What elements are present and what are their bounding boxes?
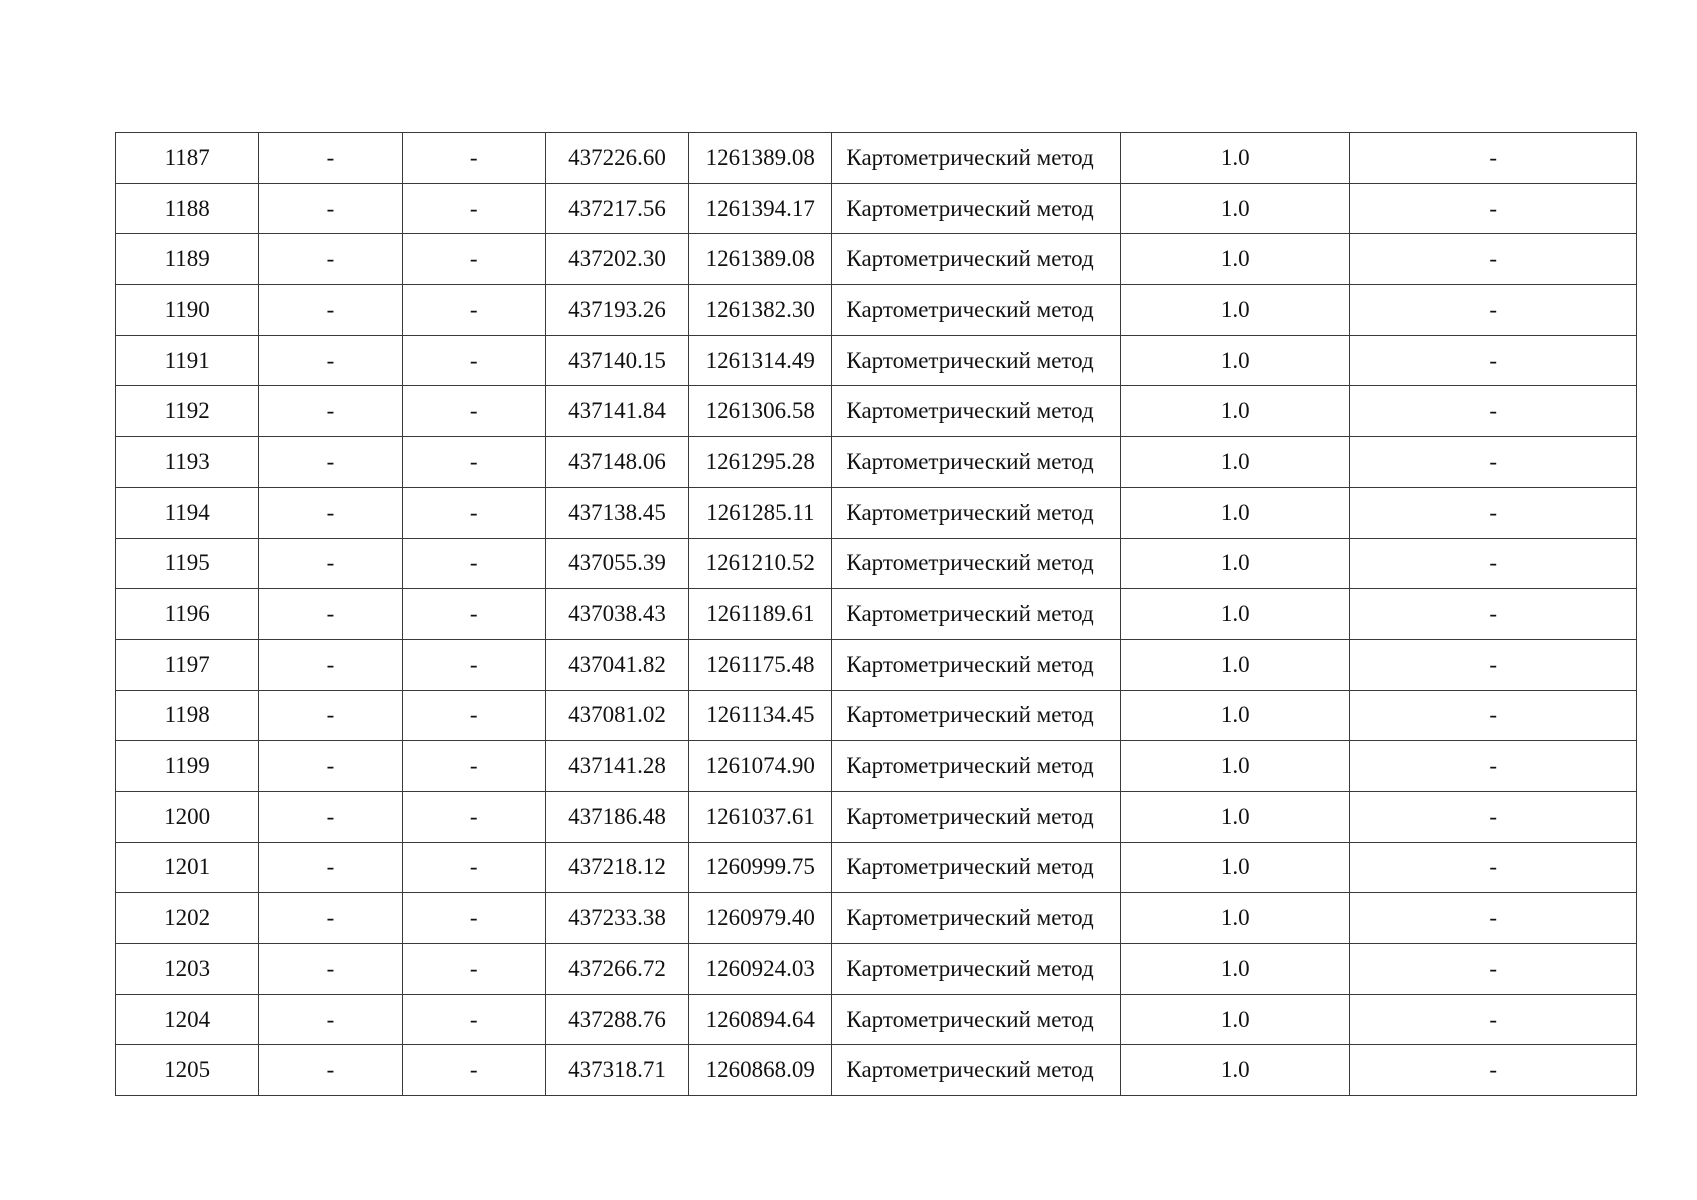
x-coordinate-cell: 437141.28 — [545, 741, 688, 792]
y-coordinate-cell: 1261389.08 — [689, 234, 832, 285]
x-coordinate-cell: 437140.15 — [545, 335, 688, 386]
empty-cell: - — [259, 690, 402, 741]
x-coordinate-cell: 437055.39 — [545, 538, 688, 589]
empty-cell: - — [402, 234, 545, 285]
accuracy-cell: 1.0 — [1120, 133, 1349, 184]
table-body — [116, 133, 1637, 1096]
empty-cell: - — [259, 538, 402, 589]
empty-cell: - — [402, 639, 545, 690]
table-row — [116, 386, 1637, 437]
x-coordinate-cell: 437186.48 — [545, 791, 688, 842]
x-coordinate-cell: 437193.26 — [545, 285, 688, 336]
method-cell: Картометрический метод — [832, 639, 1121, 690]
method-cell: Картометрический метод — [832, 944, 1121, 995]
accuracy-cell: 1.0 — [1120, 285, 1349, 336]
point-number-cell: 1202 — [116, 893, 259, 944]
x-coordinate-cell: 437217.56 — [545, 183, 688, 234]
x-coordinate-cell: 437218.12 — [545, 842, 688, 893]
y-coordinate-cell: 1261210.52 — [689, 538, 832, 589]
accuracy-cell: 1.0 — [1120, 893, 1349, 944]
note-cell: - — [1350, 285, 1637, 336]
empty-cell: - — [259, 791, 402, 842]
x-coordinate-cell: 437141.84 — [545, 386, 688, 437]
empty-cell: - — [259, 944, 402, 995]
accuracy-cell: 1.0 — [1120, 589, 1349, 640]
note-cell: - — [1350, 589, 1637, 640]
x-coordinate-cell: 437233.38 — [545, 893, 688, 944]
x-coordinate-cell: 437202.30 — [545, 234, 688, 285]
empty-cell: - — [259, 994, 402, 1045]
method-cell: Картометрический метод — [832, 994, 1121, 1045]
method-cell: Картометрический метод — [832, 487, 1121, 538]
accuracy-cell: 1.0 — [1120, 944, 1349, 995]
y-coordinate-cell: 1260868.09 — [689, 1045, 832, 1096]
accuracy-cell: 1.0 — [1120, 741, 1349, 792]
empty-cell: - — [402, 589, 545, 640]
note-cell: - — [1350, 1045, 1637, 1096]
empty-cell: - — [259, 133, 402, 184]
table-row — [116, 183, 1637, 234]
point-number-cell: 1187 — [116, 133, 259, 184]
empty-cell: - — [259, 589, 402, 640]
empty-cell: - — [259, 842, 402, 893]
accuracy-cell: 1.0 — [1120, 386, 1349, 437]
point-number-cell: 1205 — [116, 1045, 259, 1096]
y-coordinate-cell: 1261189.61 — [689, 589, 832, 640]
table-row — [116, 133, 1637, 184]
point-number-cell: 1204 — [116, 994, 259, 1045]
point-number-cell: 1197 — [116, 639, 259, 690]
y-coordinate-cell: 1261074.90 — [689, 741, 832, 792]
empty-cell: - — [259, 893, 402, 944]
method-cell: Картометрический метод — [832, 1045, 1121, 1096]
table-row — [116, 639, 1637, 690]
accuracy-cell: 1.0 — [1120, 335, 1349, 386]
method-cell: Картометрический метод — [832, 842, 1121, 893]
method-cell: Картометрический метод — [832, 690, 1121, 741]
empty-cell: - — [259, 183, 402, 234]
table-row — [116, 335, 1637, 386]
x-coordinate-cell: 437318.71 — [545, 1045, 688, 1096]
table-row — [116, 437, 1637, 488]
y-coordinate-cell: 1261175.48 — [689, 639, 832, 690]
empty-cell: - — [402, 791, 545, 842]
method-cell: Картометрический метод — [832, 285, 1121, 336]
table-row — [116, 234, 1637, 285]
accuracy-cell: 1.0 — [1120, 690, 1349, 741]
empty-cell: - — [402, 1045, 545, 1096]
method-cell: Картометрический метод — [832, 589, 1121, 640]
y-coordinate-cell: 1261382.30 — [689, 285, 832, 336]
accuracy-cell: 1.0 — [1120, 994, 1349, 1045]
accuracy-cell: 1.0 — [1120, 842, 1349, 893]
empty-cell: - — [402, 386, 545, 437]
table-row — [116, 538, 1637, 589]
point-number-cell: 1200 — [116, 791, 259, 842]
note-cell: - — [1350, 335, 1637, 386]
table-row — [116, 791, 1637, 842]
table-row — [116, 487, 1637, 538]
empty-cell: - — [259, 335, 402, 386]
note-cell: - — [1350, 842, 1637, 893]
note-cell: - — [1350, 234, 1637, 285]
empty-cell: - — [402, 690, 545, 741]
note-cell: - — [1350, 487, 1637, 538]
accuracy-cell: 1.0 — [1120, 183, 1349, 234]
point-number-cell: 1191 — [116, 335, 259, 386]
method-cell: Картометрический метод — [832, 437, 1121, 488]
coordinates-table — [115, 132, 1637, 1096]
empty-cell: - — [402, 741, 545, 792]
method-cell: Картометрический метод — [832, 133, 1121, 184]
accuracy-cell: 1.0 — [1120, 639, 1349, 690]
y-coordinate-cell: 1261389.08 — [689, 133, 832, 184]
method-cell: Картометрический метод — [832, 741, 1121, 792]
empty-cell: - — [402, 893, 545, 944]
point-number-cell: 1201 — [116, 842, 259, 893]
table-row — [116, 842, 1637, 893]
point-number-cell: 1190 — [116, 285, 259, 336]
point-number-cell: 1203 — [116, 944, 259, 995]
empty-cell: - — [402, 994, 545, 1045]
empty-cell: - — [402, 487, 545, 538]
empty-cell: - — [259, 386, 402, 437]
method-cell: Картометрический метод — [832, 183, 1121, 234]
accuracy-cell: 1.0 — [1120, 791, 1349, 842]
empty-cell: - — [402, 538, 545, 589]
note-cell: - — [1350, 133, 1637, 184]
x-coordinate-cell: 437266.72 — [545, 944, 688, 995]
note-cell: - — [1350, 437, 1637, 488]
empty-cell: - — [402, 335, 545, 386]
method-cell: Картометрический метод — [832, 538, 1121, 589]
y-coordinate-cell: 1261295.28 — [689, 437, 832, 488]
table-row — [116, 741, 1637, 792]
method-cell: Картометрический метод — [832, 234, 1121, 285]
note-cell: - — [1350, 994, 1637, 1045]
y-coordinate-cell: 1261394.17 — [689, 183, 832, 234]
x-coordinate-cell: 437081.02 — [545, 690, 688, 741]
x-coordinate-cell: 437288.76 — [545, 994, 688, 1045]
empty-cell: - — [259, 1045, 402, 1096]
x-coordinate-cell: 437041.82 — [545, 639, 688, 690]
point-number-cell: 1199 — [116, 741, 259, 792]
note-cell: - — [1350, 893, 1637, 944]
y-coordinate-cell: 1261306.58 — [689, 386, 832, 437]
empty-cell: - — [259, 487, 402, 538]
point-number-cell: 1194 — [116, 487, 259, 538]
point-number-cell: 1195 — [116, 538, 259, 589]
table-row — [116, 944, 1637, 995]
y-coordinate-cell: 1261285.11 — [689, 487, 832, 538]
empty-cell: - — [402, 842, 545, 893]
empty-cell: - — [259, 234, 402, 285]
accuracy-cell: 1.0 — [1120, 437, 1349, 488]
y-coordinate-cell: 1260924.03 — [689, 944, 832, 995]
y-coordinate-cell: 1261134.45 — [689, 690, 832, 741]
empty-cell: - — [259, 741, 402, 792]
y-coordinate-cell: 1260979.40 — [689, 893, 832, 944]
point-number-cell: 1188 — [116, 183, 259, 234]
empty-cell: - — [402, 133, 545, 184]
empty-cell: - — [402, 437, 545, 488]
table-row — [116, 994, 1637, 1045]
table-row — [116, 285, 1637, 336]
accuracy-cell: 1.0 — [1120, 487, 1349, 538]
empty-cell: - — [259, 639, 402, 690]
note-cell: - — [1350, 183, 1637, 234]
note-cell: - — [1350, 690, 1637, 741]
y-coordinate-cell: 1261037.61 — [689, 791, 832, 842]
point-number-cell: 1198 — [116, 690, 259, 741]
point-number-cell: 1192 — [116, 386, 259, 437]
method-cell: Картометрический метод — [832, 386, 1121, 437]
method-cell: Картометрический метод — [832, 893, 1121, 944]
table-row — [116, 690, 1637, 741]
x-coordinate-cell: 437138.45 — [545, 487, 688, 538]
note-cell: - — [1350, 944, 1637, 995]
note-cell: - — [1350, 538, 1637, 589]
y-coordinate-cell: 1261314.49 — [689, 335, 832, 386]
y-coordinate-cell: 1260894.64 — [689, 994, 832, 1045]
method-cell: Картометрический метод — [832, 335, 1121, 386]
y-coordinate-cell: 1260999.75 — [689, 842, 832, 893]
accuracy-cell: 1.0 — [1120, 538, 1349, 589]
empty-cell: - — [402, 944, 545, 995]
empty-cell: - — [259, 285, 402, 336]
empty-cell: - — [402, 183, 545, 234]
empty-cell: - — [259, 437, 402, 488]
point-number-cell: 1189 — [116, 234, 259, 285]
note-cell: - — [1350, 791, 1637, 842]
x-coordinate-cell: 437226.60 — [545, 133, 688, 184]
table-row — [116, 589, 1637, 640]
point-number-cell: 1196 — [116, 589, 259, 640]
note-cell: - — [1350, 741, 1637, 792]
table-row — [116, 893, 1637, 944]
table-row — [116, 1045, 1637, 1096]
method-cell: Картометрический метод — [832, 791, 1121, 842]
x-coordinate-cell: 437148.06 — [545, 437, 688, 488]
x-coordinate-cell: 437038.43 — [545, 589, 688, 640]
accuracy-cell: 1.0 — [1120, 234, 1349, 285]
empty-cell: - — [402, 285, 545, 336]
point-number-cell: 1193 — [116, 437, 259, 488]
note-cell: - — [1350, 386, 1637, 437]
accuracy-cell: 1.0 — [1120, 1045, 1349, 1096]
note-cell: - — [1350, 639, 1637, 690]
